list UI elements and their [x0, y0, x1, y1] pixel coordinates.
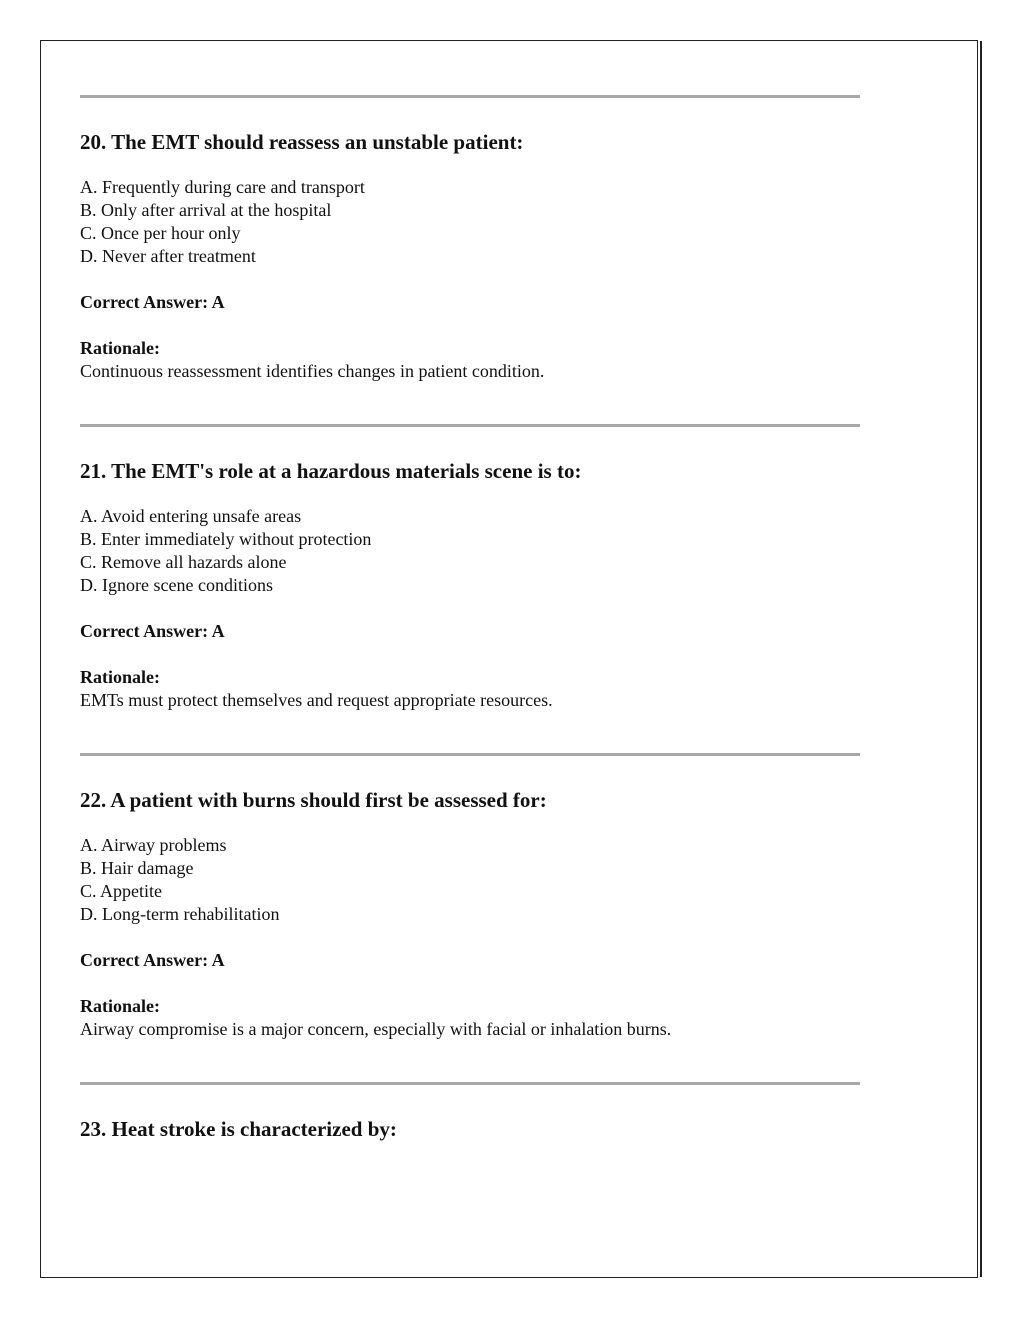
- option-item: D. Ignore scene conditions: [80, 575, 273, 595]
- question-title: 20. The EMT should reassess an unstable patient:: [80, 130, 524, 154]
- rationale-text: Continuous reassessment identifies changes in patient condition.: [80, 361, 545, 381]
- option-item: C. Appetite: [80, 881, 162, 901]
- rationale-text: Airway compromise is a major concern, especially with facial or inhalation burns.: [80, 1019, 672, 1039]
- section-divider: [80, 95, 860, 98]
- question-block: [80, 753, 860, 1041]
- question-block: [80, 95, 860, 383]
- rationale-text: EMTs must protect themselves and request appropriate resources.: [80, 690, 553, 710]
- option-list: [80, 834, 860, 926]
- option-item: B. Hair damage: [80, 858, 194, 878]
- option-item: B. Enter immediately without protection: [80, 529, 372, 549]
- rationale-label: Rationale:: [80, 996, 160, 1016]
- option-item: B. Only after arrival at the hospital: [80, 200, 332, 220]
- option-item: A. Airway problems: [80, 835, 227, 855]
- question-title: 22. A patient with burns should first be assessed for:: [80, 788, 547, 812]
- question-block: [80, 424, 860, 712]
- question-block: [80, 1082, 860, 1142]
- option-item: D. Long-term rehabilitation: [80, 904, 280, 924]
- section-divider: [80, 424, 860, 427]
- option-list: [80, 176, 860, 268]
- option-item: C. Once per hour only: [80, 223, 241, 243]
- rationale-label: Rationale:: [80, 667, 160, 687]
- page-edge: [980, 41, 982, 1277]
- option-item: A. Frequently during care and transport: [80, 177, 365, 197]
- section-divider: [80, 753, 860, 756]
- rationale-label: Rationale:: [80, 338, 160, 358]
- option-item: A. Avoid entering unsafe areas: [80, 506, 302, 526]
- correct-answer: Correct Answer: A: [80, 292, 225, 312]
- question-title: 23. Heat stroke is characterized by:: [80, 1117, 397, 1141]
- option-list: [80, 505, 860, 597]
- correct-answer: Correct Answer: A: [80, 621, 225, 641]
- option-item: C. Remove all hazards alone: [80, 552, 287, 572]
- correct-answer: Correct Answer: A: [80, 950, 225, 970]
- question-title: 21. The EMT's role at a hazardous materials scene is to:: [80, 459, 582, 483]
- document-content: [80, 95, 860, 1142]
- section-divider: [80, 1082, 860, 1085]
- option-item: D. Never after treatment: [80, 246, 256, 266]
